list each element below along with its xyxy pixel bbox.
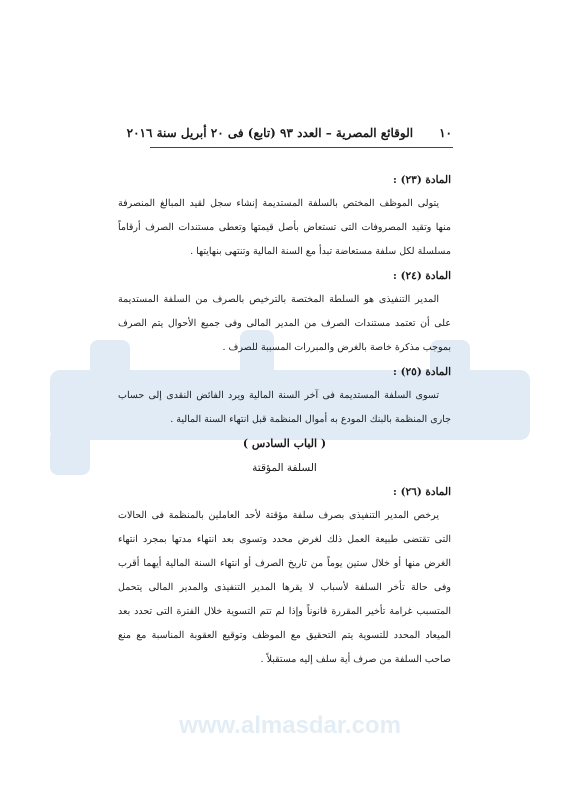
page-number: ١٠ — [439, 126, 452, 140]
svg-text:www.almasdar.com: www.almasdar.com — [179, 712, 401, 739]
gazette-title: الوقائع المصرية – العدد ٩٣ (تابع) فى ٢٠ أبريل سنة ٢٠١٦ — [126, 126, 414, 140]
almasdar-watermark-url — [150, 705, 430, 745]
article-24-text: المدير التنفيذى هو السلطة المختصة بالترخيص بالصرف من السلفة المستديمة على أن تعتمد مستندات الصرف من المدير المالى وفى جميع الأحوال يتم الصرف بموجب مذكرة خاصة بالغرض والمبررات المسببة للصرف . — [118, 294, 451, 353]
document-body — [118, 168, 451, 672]
article-23-text: يتولى الموظف المختص بالسلفة المستديمة إنشاء سجل لقيد المبالغ المنصرفة منها وتقيد المصروفات التى تستعاض بأصل قيمتها وتعطى مستندات الصرف أرقاماً مسلسلة لكل سلفة مستعاضة تبدأ مع السنة المالية وتنتهى بنهايتها . — [118, 198, 451, 257]
article-24-heading: المادة (٢٤) : — [393, 270, 451, 282]
article-25-heading: المادة (٢٥) : — [393, 366, 451, 378]
chapter-title: ( الباب السادس ) — [242, 437, 327, 450]
chapter-subtitle: السلفة المؤقتة — [252, 462, 317, 474]
page-header — [120, 126, 452, 140]
article-26-heading: المادة (٢٦) : — [393, 486, 451, 498]
header-divider — [150, 147, 453, 148]
article-23-heading: المادة (٢٣) : — [393, 174, 451, 186]
article-25-text: تسوى السلفة المستديمة فى آخر السنة المالية ويرد الفائض النقدى إلى حساب جارى المنظمة بالبنك المودع به أموال المنظمة قبل انتهاء السنة المالية . — [118, 390, 451, 425]
article-26-text: يرخص المدير التنفيذى بصرف سلفة مؤقتة لأحد العاملين بالمنظمة فى الحالات التى تقتضى طبيعة العمل ذلك لغرض محدد وتسوى بعد انتهاء مدتها بمجرد انتهاء الغرض منها أو خلال ستين يوماً من تاريخ الصرف أو انتهاء السنة المالية أيهما أقرب وفى حالة تأخر السلفة لأسباب لا يقرها المدير التنفيذى والمدير المالى يتحمل المتسبب غرامة تأخير المقررة قانوناً وإذا لم تتم التسوية خلال الفترة التى تحدد بعد الميعاد المحدد للتسوية يتم التحقيق مع الموظف وتوقيع العقوبة المناسبة مع منع صاحب السلفة من صرف أية سلف إليه مستقبلاً . — [118, 510, 451, 665]
